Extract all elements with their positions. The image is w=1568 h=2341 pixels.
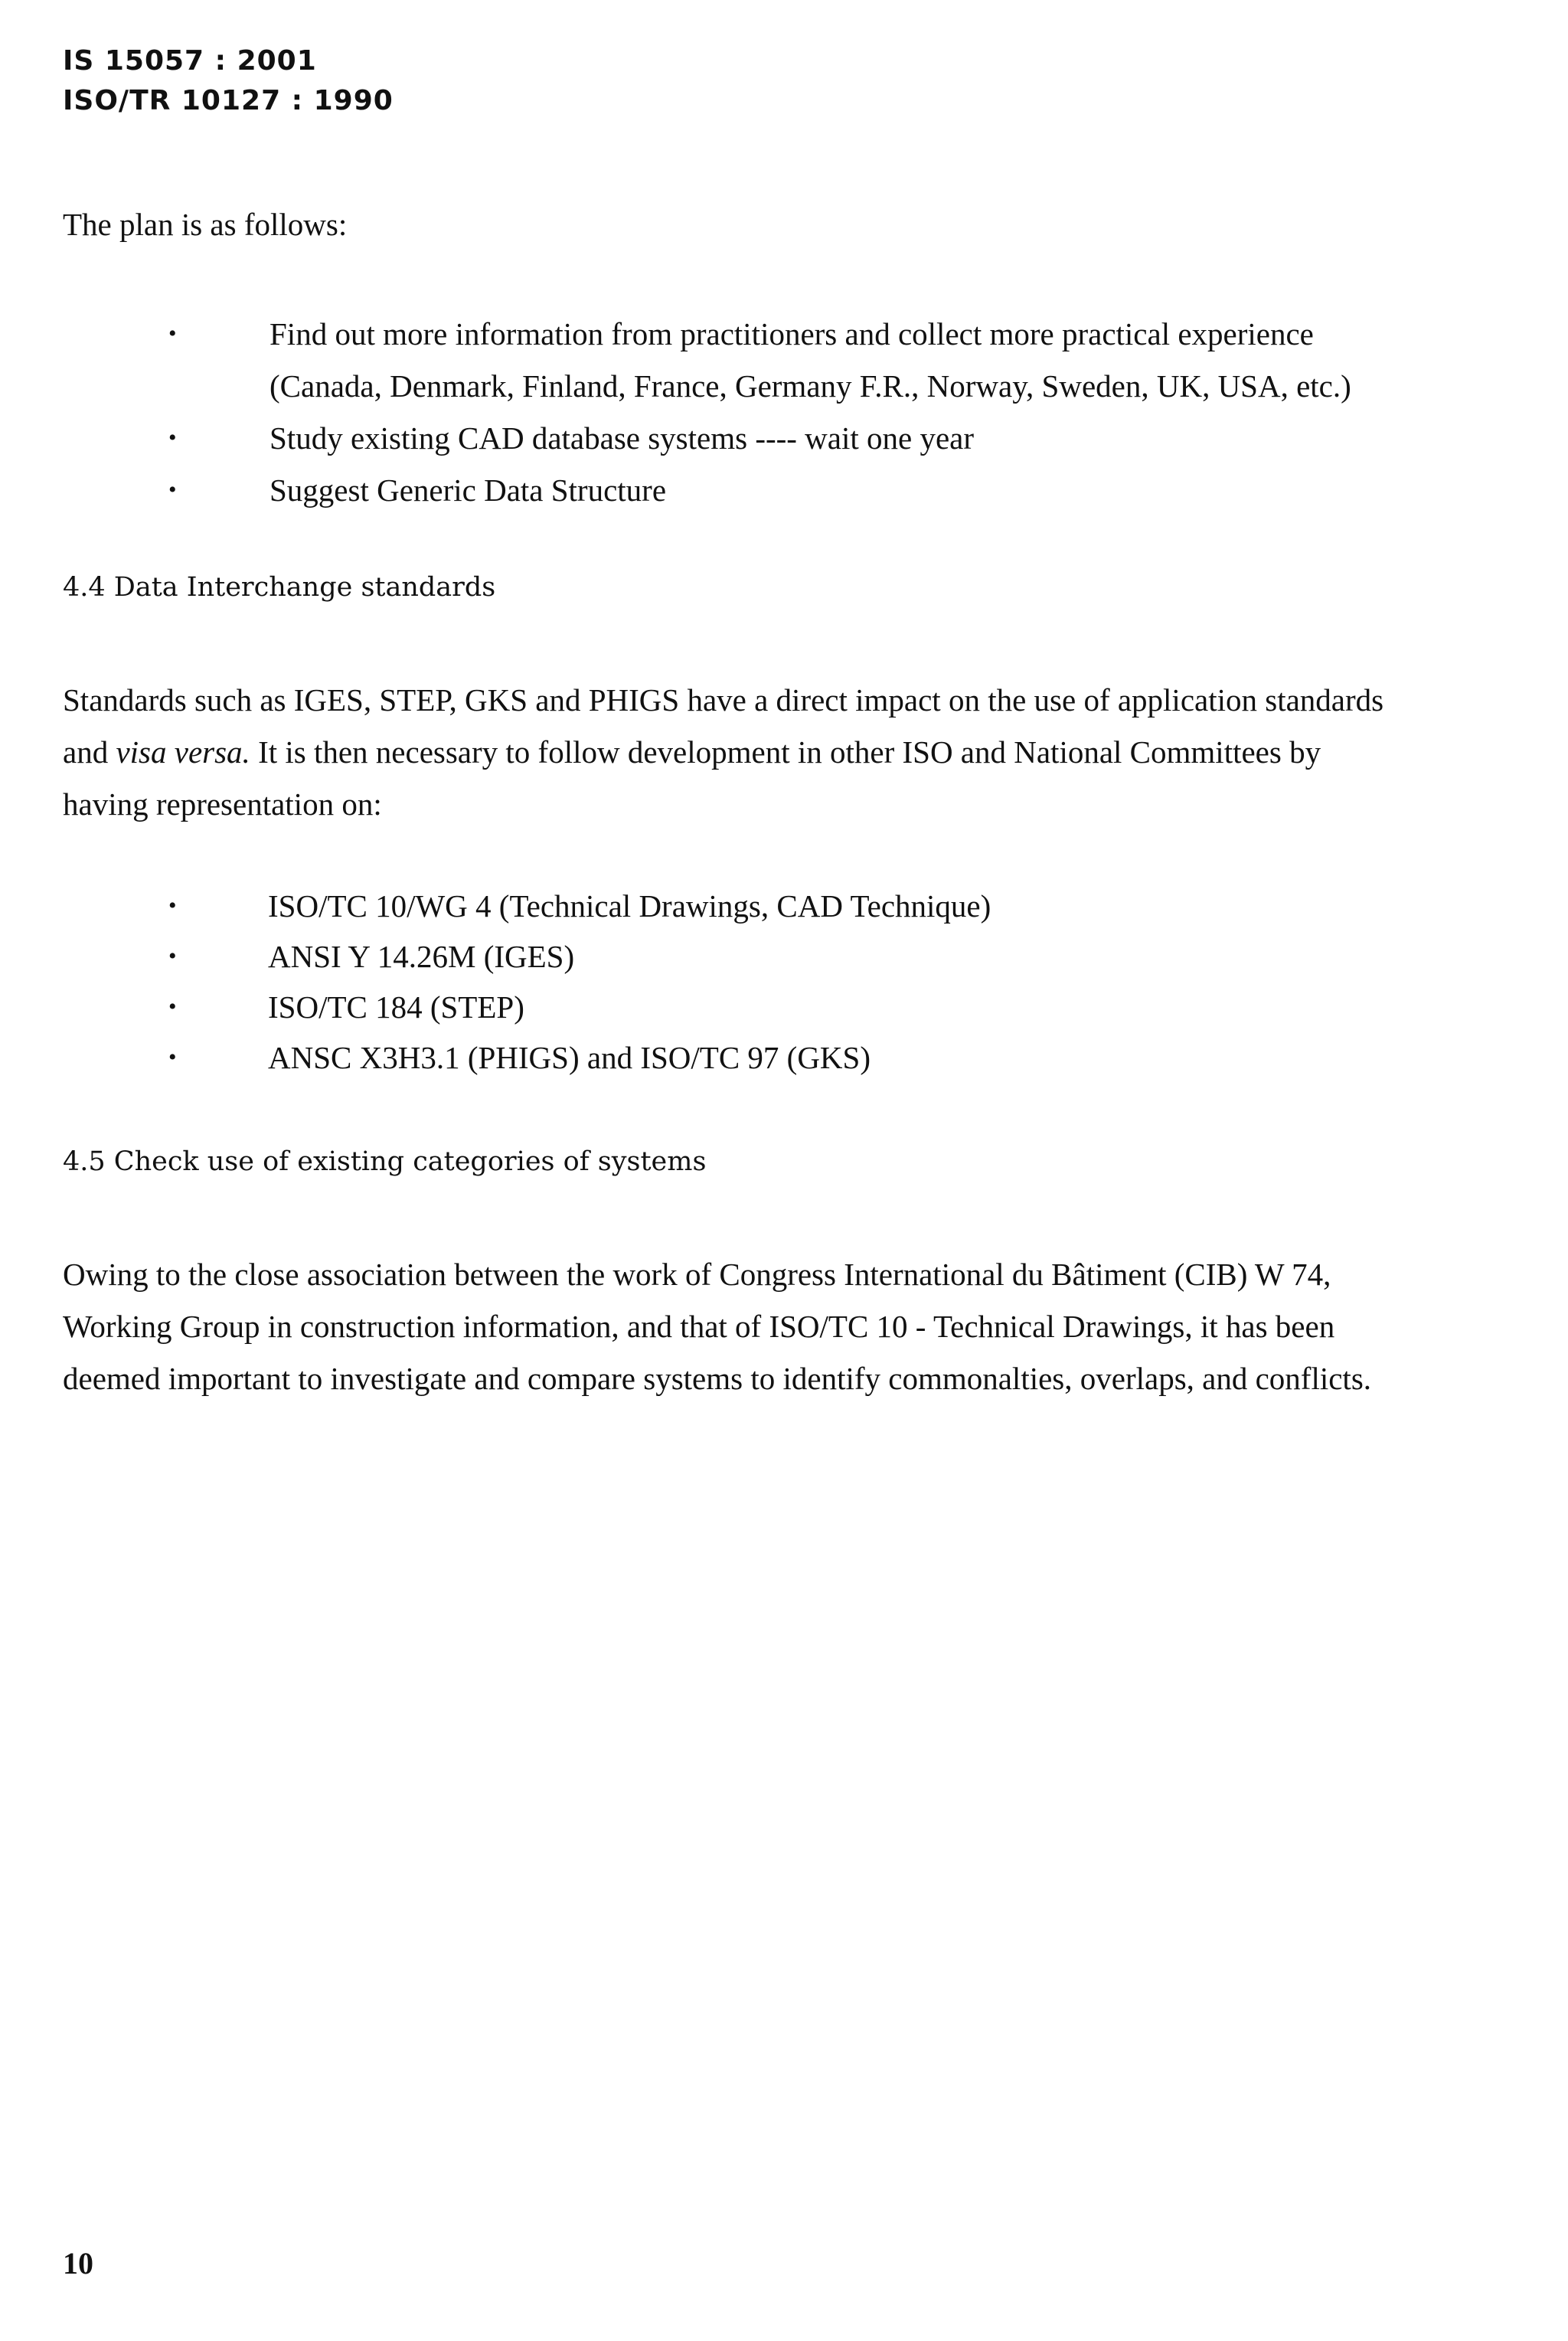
bullet-icon: • (168, 477, 177, 502)
bullet-icon: • (168, 425, 177, 450)
paragraph-line: Working Group in construction information, and that of ISO/TC 10 - Technical Drawings, it has been (63, 1309, 1335, 1344)
paragraph-data-interchange (63, 674, 1525, 830)
italic-phrase: visa versa. (116, 734, 250, 770)
representation-list (168, 881, 991, 1083)
page-number: 10 (63, 2246, 93, 2281)
list-item (168, 1032, 991, 1083)
bullet-icon: • (168, 943, 177, 969)
bullet-icon: • (168, 1045, 177, 1070)
paragraph-line: deemed important to investigate and compare systems to identify commonalties, overlaps, and conflicts. (63, 1361, 1372, 1396)
plan-intro: The plan is as follows: (63, 207, 348, 242)
list-item-text: Find out more information from practitioners and collect more practical experience (270, 316, 1314, 351)
list-item-text: ANSC X3H3.1 (PHIGS) and ISO/TC 97 (GKS) (268, 1040, 871, 1075)
bullet-icon: • (168, 893, 177, 918)
bullet-icon: • (168, 994, 177, 1019)
list-item (168, 982, 991, 1032)
list-item (168, 464, 1351, 516)
list-item-text: ANSI Y 14.26M (IGES) (268, 939, 575, 974)
paragraph-line (63, 726, 1525, 778)
list-item (168, 412, 1351, 464)
paragraph-line: Owing to the close association between the work of Congress International du Bâtiment (CIB) W 74, (63, 1257, 1331, 1292)
paragraph-line: Standards such as IGES, STEP, GKS and PHIGS have a direct impact on the use of application standards (63, 682, 1384, 718)
list-item (168, 881, 991, 931)
list-item (168, 931, 991, 982)
list-item-text: ISO/TC 10/WG 4 (Technical Drawings, CAD Technique) (268, 888, 991, 924)
list-item-text: Suggest Generic Data Structure (270, 472, 667, 508)
bullet-icon: • (168, 321, 177, 346)
list-item-text: ISO/TC 184 (STEP) (268, 989, 524, 1025)
paragraph-line-part: It is then necessary to follow development in other ISO and National Committees by (250, 734, 1321, 770)
iso-report-number: ISO/TR 10127 : 1990 (63, 85, 394, 116)
section-heading-4-5: 4.5 Check use of existing categories of systems (63, 1146, 707, 1177)
paragraph-categories (63, 1248, 1525, 1404)
list-item (168, 308, 1351, 412)
section-heading-4-4: 4.4 Data Interchange standards (63, 572, 496, 603)
paragraph-line-part: and (63, 734, 116, 770)
plan-list (168, 308, 1351, 516)
list-item-text: Study existing CAD database systems ---- wait one year (270, 420, 975, 456)
standard-number: IS 15057 : 2001 (63, 45, 317, 77)
paragraph-line: having representation on: (63, 786, 382, 822)
list-item-text-continued: (Canada, Denmark, Finland, France, Germany F.R., Norway, Sweden, UK, USA, etc.) (270, 368, 1351, 404)
